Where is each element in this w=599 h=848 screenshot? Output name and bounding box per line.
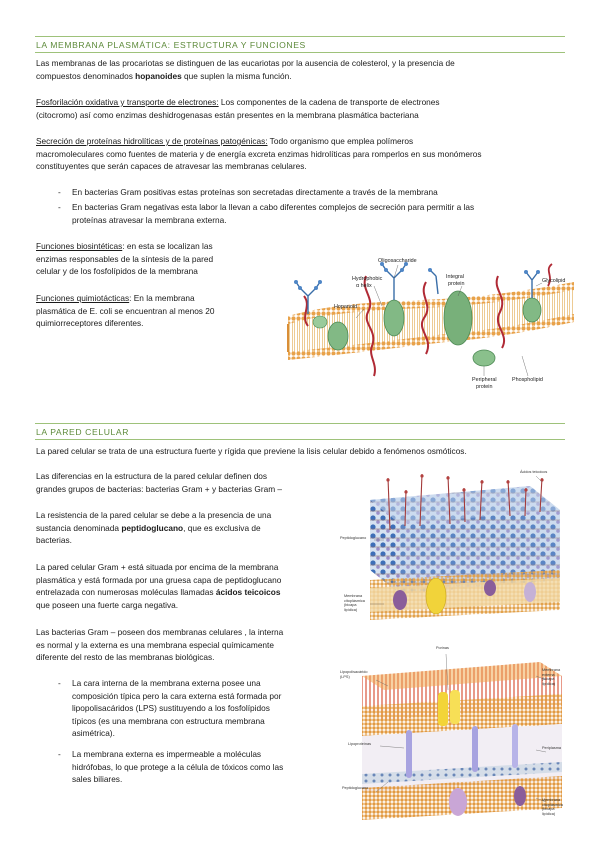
label-integral-protein: protein — [448, 281, 465, 287]
res-line-3: bacterias. — [36, 535, 72, 546]
label-text: externa — [542, 672, 555, 677]
gram-negative-illustration — [340, 646, 572, 842]
term-acidos-teicoicos: ácidos teicoicos — [215, 587, 281, 598]
intro-line-1: Las membranas de las procariotas se distinguen de las eucariotas por la ausencia de colesterol, y la presencia de — [36, 58, 455, 68]
list-item — [58, 748, 338, 788]
label-peripheral: Peripheral — [472, 377, 497, 383]
paragraph-biosinteticas — [36, 240, 266, 278]
label-alpha-helix: α helix — [356, 283, 372, 289]
bullet-dash: - — [58, 678, 61, 688]
heading-fosforilacion: Fosforilación oxidativa y transporte de electrones: — [36, 97, 219, 107]
section2-rule-top — [35, 423, 565, 424]
gp-line-2: plasmática y está formada por una gruesa capa de peptidoglucano — [36, 574, 282, 585]
secre-line-2: macromoleculares como fuentes de materia y de energía excreta enzimas hidrolíticas para romperlos en sus monómeros — [36, 148, 482, 159]
heading-quimiotacticas: Funciones quimiotácticas — [36, 293, 130, 303]
bullet-text: sales biliares. — [72, 774, 123, 785]
label-integral: Integral — [446, 274, 464, 280]
gp-line-3: entrelazada con numerosas moléculas llamadas — [36, 587, 216, 598]
paragraph-fosforilacion — [36, 96, 566, 121]
secre-line-1: Todo organismo que emplea polímeros — [267, 136, 414, 146]
bullet-text: En bacterias Gram positivas estas proteínas son secretadas directamente a través de la membrana — [72, 187, 438, 197]
gram-positive-illustration — [340, 470, 572, 640]
section-title-pared: LA PARED CELULAR — [36, 427, 130, 437]
biosin-line-1: : en esta se localizan las — [122, 241, 213, 251]
bullet-text: asimétrica). — [72, 728, 115, 739]
gn-line-1: Las bacterias Gram – poseen dos membranas celulares , la interna — [36, 627, 284, 637]
res-line-1: La resistencia de la pared celular se debe a la presencia de una — [36, 510, 272, 520]
paragraph-resistencia — [36, 509, 336, 547]
intro-line-2-end: que suplen la misma función. — [181, 70, 292, 81]
label-text: lipídica) — [344, 607, 358, 612]
paragraph-intro — [36, 57, 566, 82]
label-text: (bicapa — [542, 807, 555, 812]
secre-line-3: constituyentes que serán capaces de atravesar las membranas celulares. — [36, 161, 307, 172]
bullet-text: típicos (es una membrana con estructura membrana — [72, 715, 265, 726]
gp-line-4: que poseen una fuerte carga negativa. — [36, 599, 179, 610]
bullet-dash: - — [58, 749, 61, 759]
label-phospholipid: Phospholipid — [512, 377, 543, 383]
res-line-2: sustancia denominada — [36, 522, 122, 533]
fosfo-line-1: Los componentes de la cadena de transporte de electrones — [218, 97, 440, 107]
label-text: citoplásmica — [542, 802, 563, 807]
section-rule-bottom — [35, 52, 565, 53]
label-text: (LPS) — [340, 674, 350, 679]
label-membrana-externa — [542, 668, 560, 686]
gram-negative-figure — [340, 646, 572, 842]
heading-biosinteticas: Funciones biosintéticas — [36, 241, 123, 251]
bullet-text: composición típica pero la cara externa está formada por — [72, 690, 282, 701]
quimio-line-3: quimiorreceptores diferentes. — [36, 318, 144, 329]
section-title-membrana: LA MEMBRANA PLASMÁTICA: ESTRUCTURA Y FUNCIONES — [36, 40, 306, 50]
dif-line-1: Las diferencias en la estructura de la pared celular definen dos — [36, 471, 268, 481]
paragraph-gram-positive — [36, 561, 336, 611]
label-porinas: Porinas — [436, 646, 449, 650]
fosfo-line-2: (citocromo) así como enzimas deshidrogenasas están presentes en la membrana plasmática bacteriana — [36, 109, 419, 120]
bullet-text: La cara interna de la membrana externa posee una — [72, 678, 261, 688]
term-hopanoides: hopanoides — [135, 70, 182, 81]
label-membrana-citoplasmica-2 — [542, 798, 563, 816]
gn-line-3: diferente del resto de las membranas biológicas. — [36, 652, 215, 663]
label-text: lipídica) — [542, 681, 556, 686]
label-text: lipídica) — [542, 811, 556, 816]
quimio-line-2: plasmática de E. coli se encuentran al menos 20 — [36, 305, 215, 316]
label-lipoproteinas: Lipoproteínas — [348, 742, 372, 746]
label-text: Membrana — [542, 798, 561, 802]
gram-positive-figure — [340, 470, 572, 640]
label-peptidoglucano-bottom: Peptidoglucano — [342, 786, 369, 790]
bullet-text: hidrófobas, lo que protege a la célula de tóxicos como las — [72, 761, 284, 772]
gn-line-2: es normal y la externa es una membrana especial químicamente — [36, 639, 274, 650]
section2-rule-bottom — [35, 439, 565, 440]
label-membrana-citoplasmica — [344, 594, 365, 612]
label-text: Lipopolisacárido — [340, 670, 368, 674]
label-text: (bicapa — [542, 677, 555, 682]
bullet-text: lipopolisacáridos (LPS) sustituyendo a los fosfolípidos — [72, 703, 270, 714]
label-text: citoplásmica — [344, 598, 365, 603]
label-hopanoid: Hopanoid — [334, 304, 358, 310]
label-lps — [340, 670, 367, 679]
label-peripheral-protein: protein — [476, 384, 493, 390]
label-acidos-teicoicos: Ácidos teicoicos — [520, 470, 548, 474]
membrane-figure — [286, 256, 576, 398]
biosin-line-3: celular y de los fosfolípidos de la membrana — [36, 266, 198, 277]
paragraph-gram-negative — [36, 626, 336, 664]
pared-line-1: La pared celular se trata de una estructura fuerte y rígida que previene la lisis celular debido a fenómenos osmóticos. — [36, 446, 467, 456]
term-peptidoglucano: peptidoglucano — [121, 522, 184, 533]
label-text: (bicapa — [344, 603, 357, 608]
bullet-text: proteínas atravesar la membrana externa. — [72, 214, 227, 225]
intro-line-2: compuestos denominados — [36, 70, 136, 81]
dif-line-2: grandes grupos de bacterias: bacterias Gram + y bacterias Gram – — [36, 483, 283, 494]
bullet-dash: - — [58, 202, 61, 212]
quimio-line-1: : En la membrana — [129, 293, 195, 303]
list-item — [58, 201, 568, 229]
label-periplasma: Periplasma — [542, 746, 561, 750]
label-glycolipid: Glycolipid — [542, 278, 566, 284]
label-oligosaccharide: Oligosaccharide — [378, 258, 417, 264]
label-text: Membrana — [542, 668, 561, 672]
paragraph-secrecion — [36, 135, 576, 173]
paragraph-diferencias — [36, 470, 336, 495]
bullet-text: En bacterias Gram negativas esta labor la llevan a cabo diferentes complejos de secreción para permitir a las — [72, 202, 475, 212]
bullet-dash: - — [58, 187, 61, 197]
res-line-2-end: , que es exclusiva de — [183, 522, 261, 533]
gp-line-1: La pared celular Gram + está situada por encima de la membrana — [36, 562, 279, 572]
bullet-text: La membrana externa es impermeable a moléculas — [72, 749, 262, 759]
heading-secrecion: Secreción de proteínas hidrolíticas y de proteínas patogénicas: — [36, 136, 268, 146]
paragraph-quimiotacticas — [36, 292, 266, 330]
label-peptidoglucano-top: Peptidoglucano — [340, 536, 367, 540]
biosin-line-2: enzimas responsables de la síntesis de la pared — [36, 253, 214, 264]
label-text: Membrana — [344, 594, 363, 598]
paragraph-pared-def — [36, 445, 576, 458]
list-item — [58, 677, 338, 743]
label-hydrophobic: Hydrophobic — [352, 276, 383, 282]
section-rule-top — [35, 36, 565, 37]
